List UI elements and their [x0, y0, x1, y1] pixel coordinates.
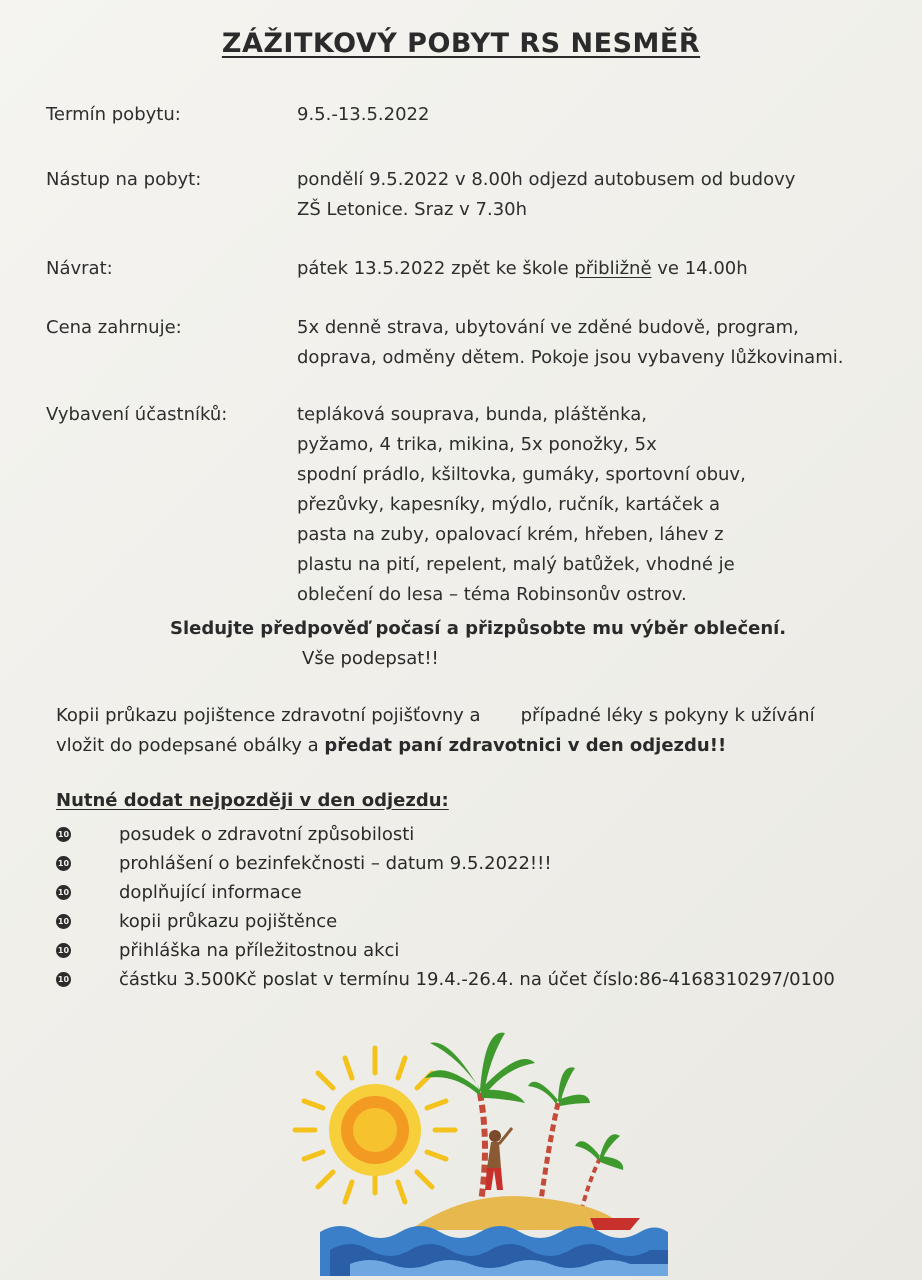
value-navrat-before: pátek 13.5.2022 zpět ke škole: [297, 258, 575, 279]
value-navrat-line: [297, 254, 897, 284]
value-nastup-line-1: pondělí 9.5.2022 v 8.00h odjezd autobusem od budovy: [297, 169, 796, 190]
value-vybaveni-line-7: oblečení do lesa – téma Robinsonův ostrov.: [297, 584, 687, 605]
value-cena-line-1: 5x denně strava, ubytování ve zděné budově, program,: [297, 317, 799, 338]
value-nastup: [297, 165, 897, 225]
required-heading: Nutné dodat nejpozději v den odjezdu:: [56, 790, 449, 811]
label-cena: Cena zahrnuje:: [46, 317, 182, 338]
list-item-text: prohlášení o bezinfekčnosti – datum 9.5.2022!!!: [119, 853, 552, 874]
list-item: [56, 907, 916, 936]
row-nastup: [0, 165, 922, 225]
label-nastup: Nástup na pobyt:: [46, 169, 202, 190]
value-vybaveni-line-5: pasta na zuby, opalovací krém, hřeben, láhev z: [297, 524, 724, 545]
list-item-text: posudek o zdravotní způsobilosti: [119, 824, 415, 845]
value-vybaveni: [297, 400, 897, 610]
list-item: [56, 965, 916, 994]
label-vybaveni: Vybavení účastníků:: [46, 404, 228, 425]
weather-notice: Sledujte předpověď počasí a přizpůsobte mu výběr oblečení.: [170, 618, 787, 639]
value-vybaveni-line-4: přezůvky, kapesníky, mýdlo, ručník, kartáček a: [297, 494, 721, 515]
bullet-icon: 10: [56, 972, 71, 987]
insurance-line-1-b: případné léky s pokyny k užívání: [520, 705, 815, 726]
list-item-text: kopii průkazu pojištěnce: [119, 911, 338, 932]
value-navrat-after: ve 14.00h: [651, 258, 748, 279]
list-item: [56, 849, 916, 878]
value-termin-text: 9.5.-13.5.2022: [297, 104, 430, 125]
row-navrat: [0, 254, 922, 284]
list-item-text: částku 3.500Kč poslat v termínu 19.4.-26.4. na účet číslo:86-4168310297/0100: [119, 969, 835, 990]
insurance-line-1-a: Kopii průkazu pojištence zdravotní pojišťovny a: [56, 705, 481, 726]
value-vybaveni-line-2: pyžamo, 4 trika, mikina, 5x ponožky, 5x: [297, 434, 657, 455]
list-item: [56, 820, 916, 849]
robinson-figure-icon: [485, 1128, 512, 1190]
label-termin: Termín pobytu:: [46, 104, 181, 125]
value-cena: [297, 313, 897, 373]
insurance-line-2-a: vložit do podepsané obálky a: [56, 735, 325, 756]
page-title-text: ZÁŽITKOVÝ POBYT RS NESMĚŘ: [221, 28, 701, 59]
list-item-text: přihláška na příležitostnou akci: [119, 940, 400, 961]
palm-icon: [425, 1033, 623, 1170]
value-navrat: [297, 254, 897, 284]
list-item: [56, 878, 916, 907]
insurance-line-1: [56, 701, 906, 731]
sea-waves: [320, 1226, 668, 1276]
bullet-icon: 10: [56, 885, 71, 900]
insurance-line-2: [56, 731, 906, 761]
required-list: [56, 820, 916, 994]
value-nastup-line-2: ZŠ Letonice. Sraz v 7.30h: [297, 199, 528, 220]
island-sun-palm-icon: [290, 1018, 670, 1276]
bullet-icon: 10: [56, 856, 71, 871]
label-navrat: Návrat:: [46, 258, 113, 279]
sign-notice: Vše podepsat!!: [302, 648, 439, 669]
bullet-icon: 10: [56, 914, 71, 929]
row-cena: [0, 313, 922, 373]
value-vybaveni-line-1: tepláková souprava, bunda, pláštěnka,: [297, 404, 647, 425]
value-vybaveni-line-3: spodní prádlo, kšiltovka, gumáky, sportovní obuv,: [297, 464, 746, 485]
island-sand: [410, 1196, 625, 1230]
list-item-text: doplňující informace: [119, 882, 302, 903]
bullet-icon: 10: [56, 943, 71, 958]
row-vybaveni: [0, 400, 922, 610]
sun-icon: [295, 1048, 455, 1202]
boat-icon: [590, 1218, 640, 1230]
value-cena-line-2: doprava, odměny dětem. Pokoje jsou vybaveny lůžkovinami.: [297, 347, 844, 368]
bullet-icon: 10: [56, 827, 71, 842]
row-termin: [0, 100, 922, 130]
insurance-paragraph: [56, 701, 906, 761]
value-navrat-underlined: přibližně: [574, 258, 652, 279]
value-termin: [297, 100, 897, 130]
insurance-line-2-bold: předat paní zdravotnici v den odjezdu!!: [324, 735, 727, 756]
page-title: [0, 28, 922, 59]
list-item: [56, 936, 916, 965]
value-vybaveni-line-6: plastu na pití, repelent, malý batůžek, vhodné je: [297, 554, 735, 575]
